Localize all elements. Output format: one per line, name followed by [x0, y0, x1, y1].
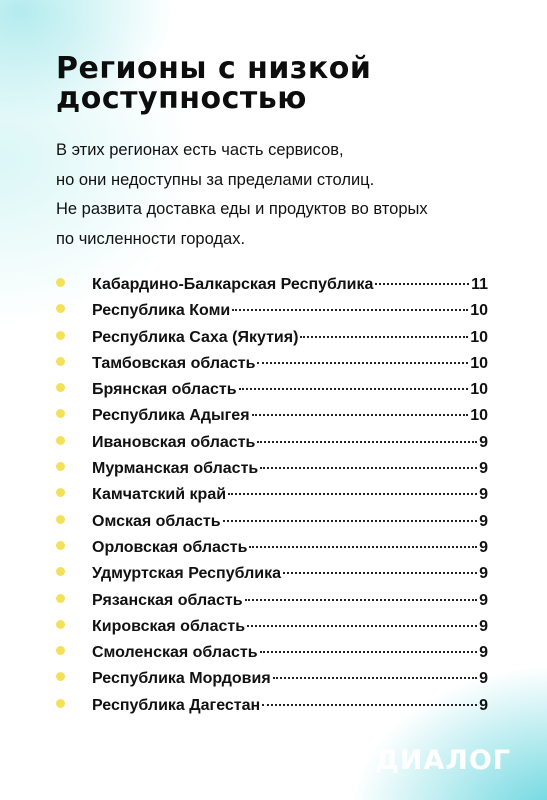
list-item [56, 329, 488, 355]
bullet-icon [56, 699, 65, 708]
dotted-leader [228, 493, 477, 495]
bullet-icon [56, 278, 65, 287]
region-name: Брянская область [92, 381, 237, 399]
dialog-logo: ДИАЛОГ [374, 745, 511, 776]
region-value: 10 [470, 354, 488, 372]
intro-line-4: по численности городах. [56, 229, 246, 248]
region-name: Смоленская область [92, 644, 258, 662]
dotted-leader [223, 520, 478, 522]
region-value: 9 [479, 617, 488, 635]
region-value: 9 [479, 696, 488, 714]
bullet-icon [56, 409, 65, 418]
bullet-icon [56, 541, 65, 550]
dotted-leader [262, 704, 477, 706]
region-name: Республика Адыгея [92, 407, 250, 425]
region-value: 10 [470, 407, 488, 425]
page-title-line-2: доступностью [56, 81, 307, 116]
region-value: 10 [470, 302, 488, 320]
region-value: 10 [470, 328, 488, 346]
dotted-leader [300, 336, 468, 338]
page-title [56, 51, 526, 116]
region-name: Республика Коми [92, 302, 231, 320]
bullet-icon [56, 304, 65, 313]
list-item [56, 670, 488, 696]
list-item [56, 539, 488, 565]
bullet-icon [56, 515, 65, 524]
list-item [56, 302, 488, 328]
region-name: Камчатский край [92, 486, 227, 504]
dotted-leader [239, 388, 469, 390]
list-item [56, 644, 488, 670]
intro-line-1: В этих регионах есть часть сервисов, [56, 141, 344, 159]
region-name: Республика Саха (Якутия) [92, 328, 299, 346]
region-value: 9 [479, 460, 488, 478]
dotted-leader [283, 572, 477, 574]
region-value: 10 [470, 381, 488, 399]
bullet-icon [56, 436, 65, 445]
region-name: Тамбовская область [92, 354, 256, 372]
region-value: 11 [471, 276, 488, 293]
bullet-icon [56, 331, 65, 340]
dotted-leader [260, 651, 478, 653]
dotted-leader [257, 362, 468, 364]
list-item [56, 618, 488, 644]
list-item [56, 513, 488, 539]
list-item [56, 276, 488, 302]
region-name: Республика Дагестан [92, 696, 261, 714]
dotted-leader [252, 414, 469, 416]
list-item [56, 434, 488, 460]
region-name: Республика Мордовия [92, 670, 271, 688]
list-item [56, 592, 488, 618]
dotted-leader [232, 309, 468, 311]
region-name: Кировская область [92, 617, 246, 635]
list-item [56, 486, 488, 512]
bullet-icon [56, 620, 65, 629]
region-name: Кабардино-Балкарская Республика [92, 276, 374, 293]
dotted-leader [273, 677, 477, 679]
dotted-leader [375, 283, 469, 285]
intro-paragraph [56, 136, 526, 254]
region-name: Мурманская область [92, 460, 259, 478]
list-item [56, 565, 488, 591]
region-name: Орловская область [92, 538, 248, 556]
bullet-icon [56, 383, 65, 392]
region-value: 9 [479, 670, 488, 688]
bullet-icon [56, 567, 65, 576]
dotted-leader [247, 625, 477, 627]
region-value: 9 [479, 565, 488, 583]
list-item [56, 460, 488, 486]
region-value: 9 [479, 433, 488, 451]
list-item [56, 381, 488, 407]
bullet-icon [56, 462, 65, 471]
region-name: Рязанская область [92, 591, 243, 609]
bullet-icon [56, 488, 65, 497]
region-value: 9 [479, 512, 488, 530]
intro-line-3: Не развита доставка еды и продуктов во вторых [56, 200, 428, 218]
region-name: Ивановская область [92, 433, 256, 451]
bullet-icon [56, 672, 65, 681]
region-name: Удмуртская Республика [92, 565, 281, 583]
dotted-leader [245, 599, 478, 601]
dotted-leader [249, 546, 477, 548]
region-value: 9 [479, 486, 488, 504]
dotted-leader [257, 441, 477, 443]
region-value: 9 [479, 644, 488, 662]
bullet-icon [56, 594, 65, 603]
region-name: Омская область [92, 512, 221, 530]
list-item [56, 355, 488, 381]
list-item [56, 697, 488, 723]
region-value: 9 [479, 591, 488, 609]
dotted-leader [260, 467, 477, 469]
page-title-line-1: Регионы с низкой [56, 51, 372, 86]
region-value: 9 [479, 538, 488, 556]
bullet-icon [56, 646, 65, 655]
region-list [56, 276, 488, 723]
bullet-icon [56, 357, 65, 366]
intro-line-2: но они недоступны за пределами столиц. [56, 170, 375, 189]
list-item [56, 407, 488, 433]
